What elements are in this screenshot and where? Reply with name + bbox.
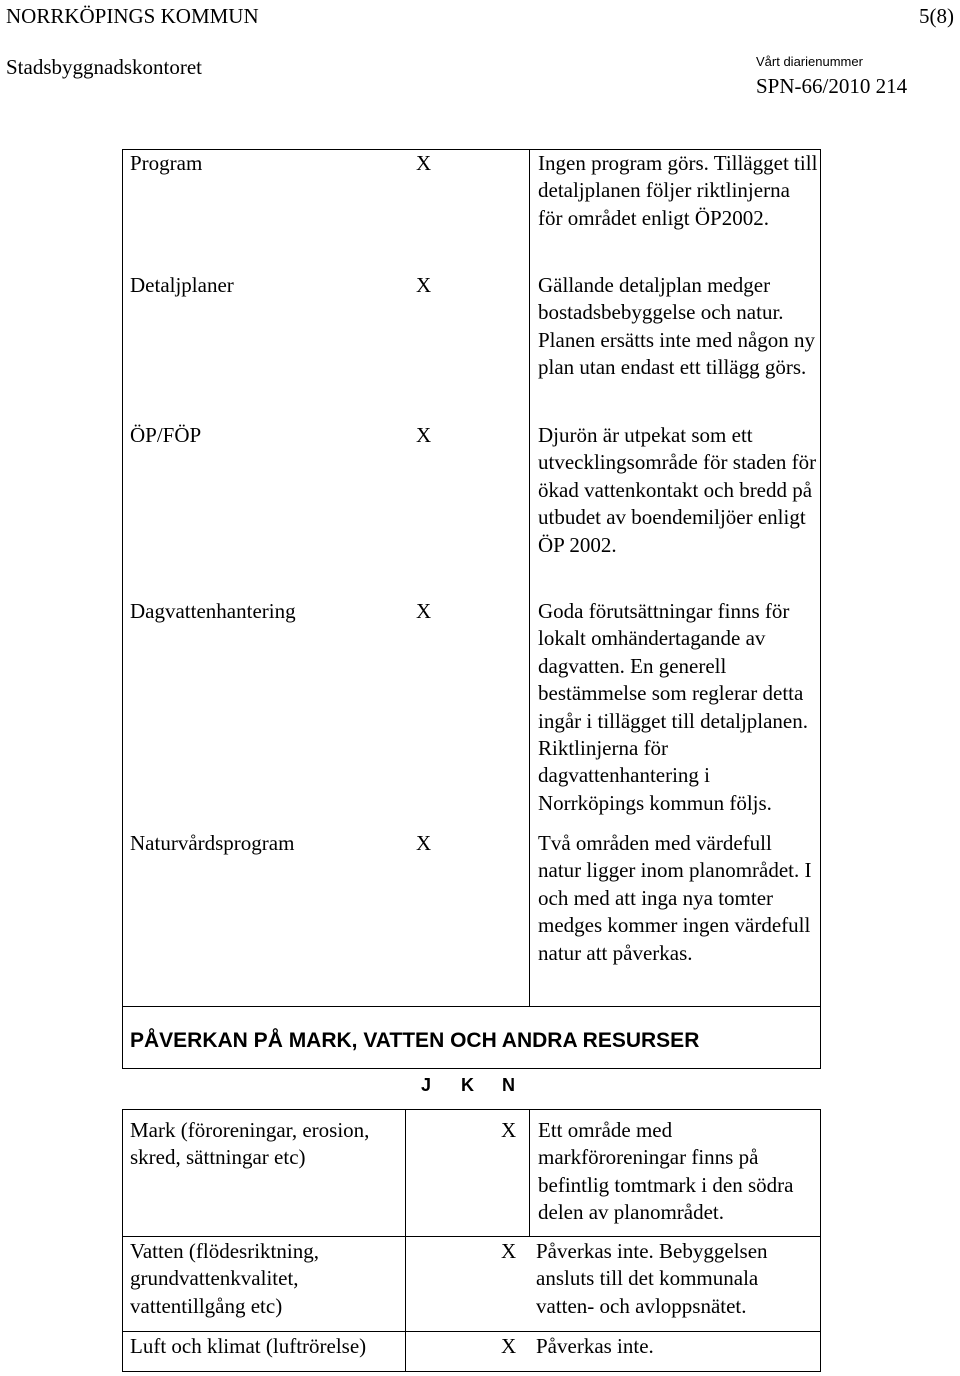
diary-label: Vårt diarienummer bbox=[756, 54, 863, 69]
impact-heading: PÅVERKAN PÅ MARK, VATTEN OCH ANDRA RESURSER bbox=[130, 1029, 700, 1052]
department-name: Stadsbyggnadskontoret bbox=[6, 55, 202, 79]
plans-row-label: ÖP/FÖP bbox=[130, 423, 202, 447]
diary-number: SPN-66/2010 214 bbox=[756, 74, 908, 98]
column-header-j: J bbox=[421, 1075, 432, 1095]
plans-row-comment: Två områden med värdefull natur ligger inom planområdet. I och med att inga nya tomter medges kommer ingen värdefull natur att påverkas. bbox=[538, 831, 812, 965]
organization-name: NORRKÖPINGS KOMMUN bbox=[6, 4, 259, 28]
plans-row-comment: Ingen program görs. Tillägget till detaljplanen följer riktlinjerna för området enligt ÖP2002. bbox=[538, 151, 818, 230]
plans-row-mark: X bbox=[416, 273, 432, 297]
plans-row-label: Naturvårdsprogram bbox=[130, 831, 295, 855]
plans-row-label: Detaljplaner bbox=[130, 273, 234, 297]
impact-row-mark: X bbox=[501, 1334, 517, 1358]
plans-row-comment: Gällande detaljplan medger bostadsbebyggelse och natur. Planen ersätts inte med någon ny plan utan endast ett tillägg görs. bbox=[538, 273, 816, 380]
plans-row-mark: X bbox=[416, 151, 432, 175]
plans-row-mark: X bbox=[416, 831, 432, 855]
impact-row-label: Mark (föroreningar, erosion, skred, sättningar etc) bbox=[130, 1118, 370, 1170]
impact-row-comment: Påverkas inte. bbox=[536, 1334, 654, 1358]
plans-row-label: Program bbox=[130, 151, 203, 175]
impact-row-comment: Påverkas inte. Bebyggelsen ansluts till det kommunala vatten- och avloppsnätet. bbox=[536, 1239, 768, 1318]
plans-row-mark: X bbox=[416, 599, 432, 623]
plans-row-comment: Djurön är utpekat som ett utvecklingsområde för staden för ökad vattenkontakt och bredd på utbudet av boendemiljöer enligt ÖP 2002. bbox=[538, 423, 817, 557]
plans-row-label: Dagvattenhantering bbox=[130, 599, 296, 623]
impact-row-mark: X bbox=[501, 1118, 517, 1142]
column-header-k: K bbox=[461, 1075, 474, 1095]
impact-row-label: Luft och klimat (luftrörelse) bbox=[130, 1334, 367, 1358]
page-number: 5(8) bbox=[919, 4, 954, 28]
impact-row-comment: Ett område med markföroreningar finns på befintlig tomtmark i den södra delen av planområdet. bbox=[538, 1118, 794, 1225]
impact-row-label: Vatten (flödesriktning, grundvattenkvalitet, vattentillgång etc) bbox=[130, 1239, 319, 1318]
plans-row-comment: Goda förutsättningar finns för lokalt omhändertagande av dagvatten. En generell bestämmelse som reglerar detta ingår i tillägget till detaljplanen. Riktlinjerna för dagvattenhantering i Norrköpings kommun följs. bbox=[538, 599, 809, 815]
impact-row-mark: X bbox=[501, 1239, 517, 1263]
column-header-n: N bbox=[502, 1075, 515, 1095]
plans-row-mark: X bbox=[416, 423, 432, 447]
